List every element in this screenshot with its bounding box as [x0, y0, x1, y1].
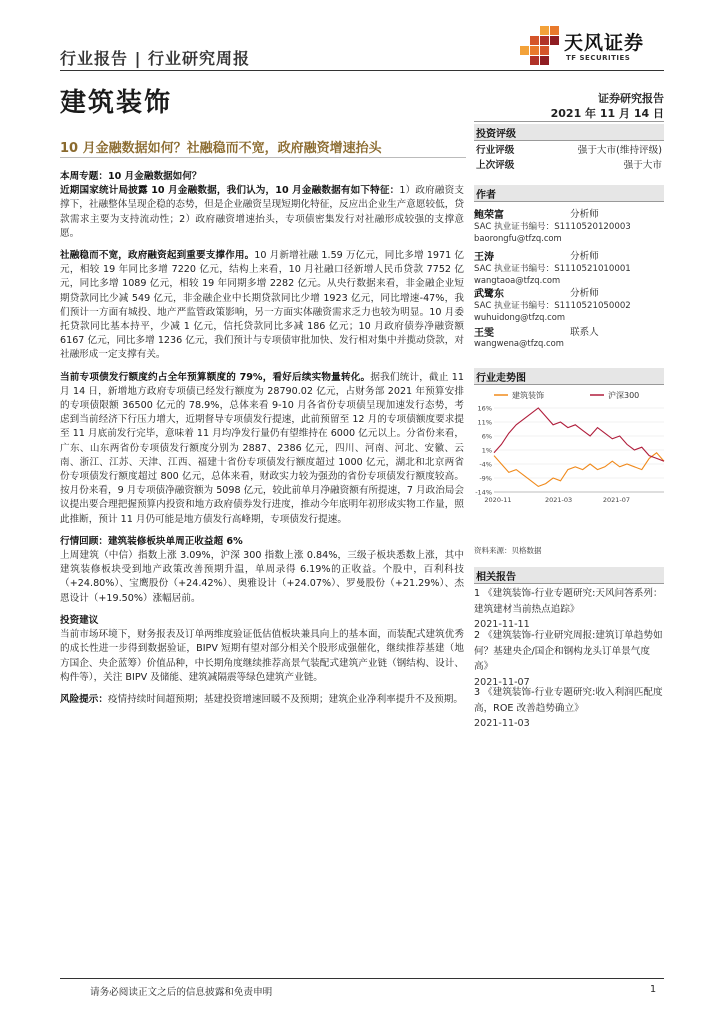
authors-section: [474, 185, 664, 202]
paragraph-topic: [60, 170, 464, 241]
related-report-date: 2021-11-11: [474, 619, 530, 630]
author-role: 分析师: [570, 209, 599, 220]
related-report-item[interactable]: [474, 628, 664, 690]
paragraph-market-review: [60, 535, 464, 606]
report-kind: 证券研究报告: [598, 92, 664, 105]
logo-tile: [530, 56, 539, 65]
trend-section: [474, 368, 664, 385]
x-tick-label: 2021-07: [602, 496, 630, 504]
paragraph-risk: [60, 693, 464, 707]
logo-tile: [540, 26, 549, 35]
report-title: 10 月金融数据如何？社融稳而不宽，政府融资增速抬头: [60, 141, 382, 156]
rating-row-industry: [474, 142, 664, 156]
author-name: 王涛: [474, 252, 494, 263]
rating-section: [474, 124, 664, 141]
related-report-title[interactable]: 3 《建筑装饰-行业专题研究:收入利润匹配度高，ROE 改善趋势确立》: [474, 687, 663, 714]
related-report-title[interactable]: 1 《建筑装饰-行业专题研究:天风问答系列：建筑建材当前热点追踪》: [474, 588, 663, 615]
page-number: 1: [650, 984, 657, 995]
y-tick-label: 6%: [481, 432, 492, 441]
logo-english: TF SECURITIES: [566, 54, 631, 62]
author-name: 王雯: [474, 328, 494, 339]
y-tick-label: -14%: [475, 488, 492, 497]
author-email[interactable]: baorongfu@tfzq.com: [474, 233, 562, 243]
trend-heading: 行业走势图: [474, 368, 664, 385]
date-rule: [474, 121, 664, 122]
paragraph-text: 上周建筑（中信）指数上涨 3.09%，沪深 300 指数上涨 0.84%，三级子板块悉数上涨，其中建筑装修板块受到地产政策改善预期升温，单周录得 6.19%的正收益。个股中，百利科技（+24.80%）、宝鹰股份（+24.42%）、奥雅设计（+24.07%）、罗曼股份（+21.29%）、杰恩设计（+19.50%）涨幅居前。: [60, 550, 464, 604]
y-tick-label: 11%: [477, 418, 492, 427]
section-heading: 行情回顾：建筑装修板块单周正收益超 6%: [60, 535, 243, 547]
author-name: 鲍荣富: [474, 210, 504, 221]
author-name: 武鹭东: [474, 289, 504, 300]
paragraph-lead: 风险提示：: [60, 693, 108, 705]
footer-rule: [60, 978, 664, 979]
author-role: 联系人: [570, 327, 599, 338]
author-sac: SAC 执业证书编号：S1110520120003: [474, 222, 631, 232]
author-sac: SAC 执业证书编号：S1110521050002: [474, 301, 631, 311]
x-tick-label: 2021-03: [545, 496, 573, 504]
legend-label: 建筑装饰: [512, 391, 544, 400]
rating-value: 强于大市: [623, 160, 662, 171]
logo-tile: [540, 56, 549, 65]
section-heading: 本周专题：10 月金融数据如何？: [60, 171, 202, 182]
paragraph-text: 1）政府融资支撑下，社融整体呈现企稳的态势，但是企业融资呈现短期化特征，反应出企业生产意愿较低，贷款需求主要为支持流动性；2）政府融资增速抬头，专项债密集发行对社融形成较强的支撑意愿。: [60, 185, 464, 239]
paragraph-lead: 社融稳而不宽，政府融资起到重要支撑作用。: [60, 250, 255, 262]
paragraph-text: 据我们统计，截止 11 月 14 日，新增地方政府专项债已经发行额度为 28790.02 亿元，占财务部 2021 年预算安排的专项债限额 36500 亿元的 78.9%，总体来看 9-10 月各省份专项债呈现加速发行态势，考虑到当前经济下行压力增大，近期督导专项债发行提速，此前预留至 12 月的专项债额度要求提至 11 月底前发行完毕，意味着 11 月均净发行量仍有望维持在 6000 亿元以上。分省份来看，广东、山东两省份专项债发行额度分别为 2887、2386 亿元，四川、河南、河北、安徽、云南、浙江、江苏、天津、江西、福建十省份专项债发行额度超过 1000 亿元，湖北和北京两省份专项债发行额度超过 800 亿元，总体来看，财政实力较为强劲的省份专项债发行额度较高。按月份来看，9 月专项债净融资额为 5098 亿元，较此前单月净融资额有所提速，7 月政治局会议提出要合理把握预算内投资和地方政府债券发行进度，推动今年底明年初形成实物工作量，照此推断，预计 11 月仍可能是地方债发行高峰期，专项债发行提速。: [60, 371, 464, 525]
related-report-item[interactable]: [474, 586, 664, 633]
author-sac: SAC 执业证书编号：S1110521010001: [474, 264, 631, 274]
rating-rule: [474, 140, 664, 141]
paragraph-text: 当前市场环境下，财务报表及订单两维度验证低估值板块兼具向上的基本面，而装配式建筑优秀的成长性进一步得到数据验证，BIPV 短期有望对部分相关个股形成强催化，继续推荐基建（地方国企、央企蓝筹）价值品种，中长期角度继续推荐高景气装配式建筑产业链（钢结构、设计、构件等），关注 BIPV 及储能、建筑减隔震等绿色建筑产业链。: [60, 629, 464, 683]
author-role: 分析师: [570, 251, 599, 262]
related-report-title[interactable]: 2 《建筑装饰-行业研究周报:建筑订单趋势如何？基建央企/国企和钢构龙头订单景气度高》: [474, 630, 663, 672]
authors-rule: [474, 201, 664, 202]
footer-disclaimer[interactable]: 请务必阅读正文之后的信息披露和免责申明: [90, 987, 273, 998]
series-line: [494, 453, 664, 487]
industry-name: 建筑装饰: [60, 88, 173, 118]
related-report-date: 2021-11-07: [474, 676, 530, 688]
y-tick-label: -4%: [479, 460, 492, 469]
logo-tile: [530, 36, 539, 45]
title-rule: [60, 157, 466, 158]
paragraph-text: 10 月新增社融 1.59 万亿元，同比多增 1971 亿元，相较 19 年同比多增 7220 亿元，结构上来看，10 月社融口径新增人民币贷款 7752 亿元，同比多增 1089 亿元，相较 19 年同期多增 2282 亿元。从央行数据来看，非金融企业短期贷款同比少减 549 亿元，非金融企业中长期贷款同比少增 1923 亿元，同比增速-47%，我们预计一方面有城投、地产严监管政策影响，另一方面实体融资需求乏力也较为明显。10 月委托贷款同比基本持平，少减 1 亿元，信托贷款同比多减 186 亿元；10 月政府债券净融资额 6167 亿元，同比多增 1236 亿元，我们预计与专项债审批加快、发行相对集中并揽动贷款，对社融形成一定支撑有关。: [60, 250, 465, 361]
report-type: 行业报告 | 行业研究周报: [60, 49, 250, 68]
related-heading: 相关报告: [474, 567, 664, 584]
logo-tile: [530, 46, 539, 55]
author-email[interactable]: wuhuidong@tfzq.com: [474, 312, 566, 322]
rating-row-previous: [474, 157, 664, 171]
logo-name: 天风证券: [564, 32, 645, 54]
rating-value: 强于大市(维持评级): [577, 145, 662, 156]
legend-label: 沪深300: [608, 391, 640, 400]
related-report-date: 2021-11-03: [474, 718, 530, 729]
paragraph-special-bonds: [60, 371, 464, 527]
paragraph-text: 疫情持续时间超预期；基建投资增速回暖不及预期；建筑企业净利率提升不及预期。: [107, 693, 463, 705]
trend-rule: [474, 384, 664, 385]
logo-tile: [550, 26, 559, 35]
paragraph-investment-advice: [60, 614, 464, 685]
y-tick-label: 16%: [477, 404, 492, 413]
logo-tile: [540, 36, 549, 45]
related-section: [474, 567, 664, 584]
series-line: [494, 408, 664, 461]
related-rule: [474, 583, 664, 584]
section-heading: 投资建议: [60, 614, 99, 626]
header-rule: [60, 70, 664, 71]
chart-source: 资料来源：贝格数据: [474, 546, 542, 555]
authors-heading: 作者: [474, 185, 664, 202]
author-role: 分析师: [570, 288, 599, 299]
trend-chart: [474, 388, 670, 508]
author-email[interactable]: wangtaoa@tfzq.com: [474, 275, 561, 285]
paragraph-social-financing: [60, 249, 464, 363]
rating-key: 上次评级: [476, 160, 515, 171]
y-tick-label: 1%: [481, 446, 492, 455]
logo-tile: [550, 36, 559, 45]
logo: [514, 24, 674, 70]
logo-tile: [540, 46, 549, 55]
rating-key: 行业评级: [476, 145, 515, 156]
main-body: [60, 170, 464, 715]
rating-heading: 投资评级: [474, 124, 664, 141]
report-date: 2021 年 11 月 14 日: [550, 107, 664, 120]
paragraph-lead: 近期国家统计局披露 10 月金融数据，我们认为，10 月金融数据有如下特征：: [60, 185, 400, 197]
paragraph-lead: 当前专项债发行额度约占全年预算额度的 79%，看好后续实物量转化。: [60, 371, 371, 383]
x-tick-label: 2020-11: [484, 496, 512, 504]
logo-mark-icon: [514, 24, 562, 70]
y-tick-label: -9%: [479, 474, 492, 483]
logo-tile: [520, 46, 529, 55]
related-report-item[interactable]: [474, 685, 664, 732]
author-email[interactable]: wangwena@tfzq.com: [474, 338, 564, 348]
